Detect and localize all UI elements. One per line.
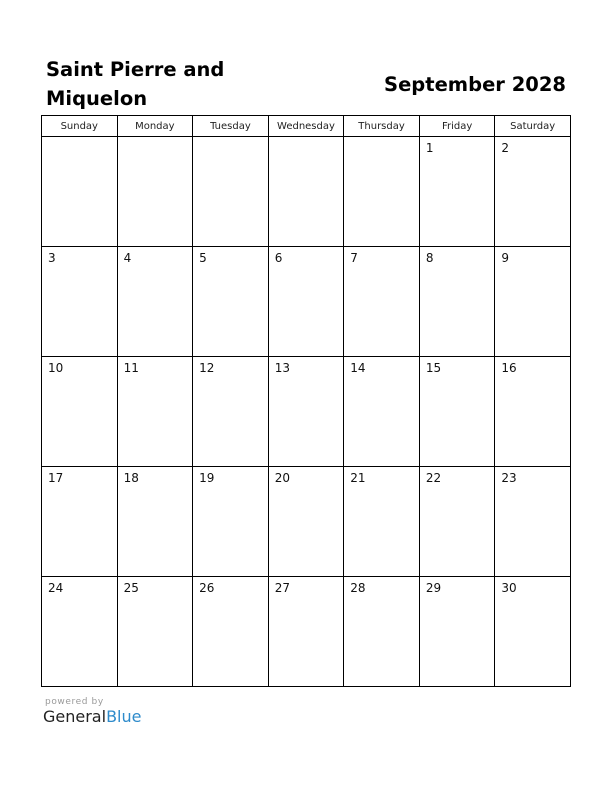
day-number: 28	[350, 581, 366, 595]
day-number: 21	[350, 471, 366, 485]
day-number	[42, 137, 117, 141]
day-number: 27	[274, 581, 290, 595]
day-cell	[419, 357, 495, 467]
day-cell	[42, 137, 118, 247]
week-row	[42, 577, 571, 687]
day-cell	[495, 137, 571, 247]
day-cell	[495, 247, 571, 357]
day-number: 22	[425, 471, 442, 485]
weekday-saturday: Saturday	[495, 116, 571, 137]
footer-branding	[43, 697, 141, 726]
day-cell	[419, 467, 495, 577]
day-cell	[193, 577, 269, 687]
day-number	[193, 137, 268, 141]
day-cell	[193, 357, 269, 467]
month-year-title: September 2028	[384, 73, 566, 96]
day-cell	[344, 467, 420, 577]
day-number: 23	[501, 471, 517, 485]
day-number: 4	[123, 251, 132, 265]
day-cell	[42, 577, 118, 687]
day-cell	[419, 137, 495, 247]
weekday-sunday: Sunday	[42, 116, 118, 137]
day-number: 15	[425, 361, 442, 375]
day-number: 5	[199, 251, 207, 265]
day-number: 24	[48, 581, 64, 595]
week-row	[42, 357, 571, 467]
week-row	[42, 247, 571, 357]
week-row	[42, 137, 571, 247]
day-number	[269, 137, 344, 141]
day-cell	[344, 577, 420, 687]
day-cell	[495, 577, 571, 687]
calendar-grid	[41, 115, 571, 687]
day-cell	[344, 137, 420, 247]
day-cell	[117, 247, 193, 357]
weekday-header-row	[42, 116, 571, 137]
country-title: Saint Pierre and Miquelon	[46, 58, 225, 110]
day-cell	[42, 247, 118, 357]
day-number: 2	[501, 141, 510, 155]
powered-by-label: powered by	[45, 697, 104, 707]
day-number: 26	[199, 581, 215, 595]
weekday-tuesday: Tuesday	[193, 116, 269, 137]
day-cell	[419, 577, 495, 687]
day-number: 29	[425, 581, 442, 595]
day-number: 1	[425, 141, 434, 155]
day-number: 7	[350, 251, 358, 265]
day-cell	[268, 357, 344, 467]
weekday-monday: Monday	[117, 116, 193, 137]
day-cell	[42, 357, 118, 467]
day-number: 9	[501, 251, 510, 265]
day-number: 8	[425, 251, 434, 265]
day-cell	[419, 247, 495, 357]
brand-general: General	[43, 707, 107, 726]
day-cell	[117, 357, 193, 467]
day-cell	[268, 467, 344, 577]
weekday-thursday: Thursday	[344, 116, 420, 137]
weekday-friday: Friday	[419, 116, 495, 137]
week-row	[42, 467, 571, 577]
day-cell	[193, 247, 269, 357]
day-cell	[495, 467, 571, 577]
day-number: 17	[48, 471, 64, 485]
day-cell	[268, 577, 344, 687]
day-number: 16	[501, 361, 517, 375]
day-number: 3	[48, 251, 56, 265]
day-cell	[117, 577, 193, 687]
day-cell	[117, 467, 193, 577]
day-cell	[344, 357, 420, 467]
weekday-wednesday: Wednesday	[268, 116, 344, 137]
day-cell	[268, 137, 344, 247]
generalblue-logo[interactable]	[43, 708, 141, 726]
day-number: 19	[199, 471, 215, 485]
day-number: 6	[274, 251, 283, 265]
day-number: 30	[501, 581, 517, 595]
day-cell	[268, 247, 344, 357]
brand-blue: Blue	[106, 707, 142, 726]
day-number: 12	[199, 361, 215, 375]
day-number: 10	[48, 361, 64, 375]
day-number: 18	[123, 471, 139, 485]
day-cell	[193, 137, 269, 247]
day-number: 25	[123, 581, 139, 595]
day-number: 13	[274, 361, 290, 375]
day-number	[344, 137, 419, 141]
day-number: 14	[350, 361, 366, 375]
day-number	[118, 137, 193, 141]
day-cell	[495, 357, 571, 467]
day-cell	[344, 247, 420, 357]
day-cell	[42, 467, 118, 577]
day-number: 11	[123, 361, 139, 375]
day-cell	[117, 137, 193, 247]
day-cell	[193, 467, 269, 577]
day-number: 20	[274, 471, 290, 485]
